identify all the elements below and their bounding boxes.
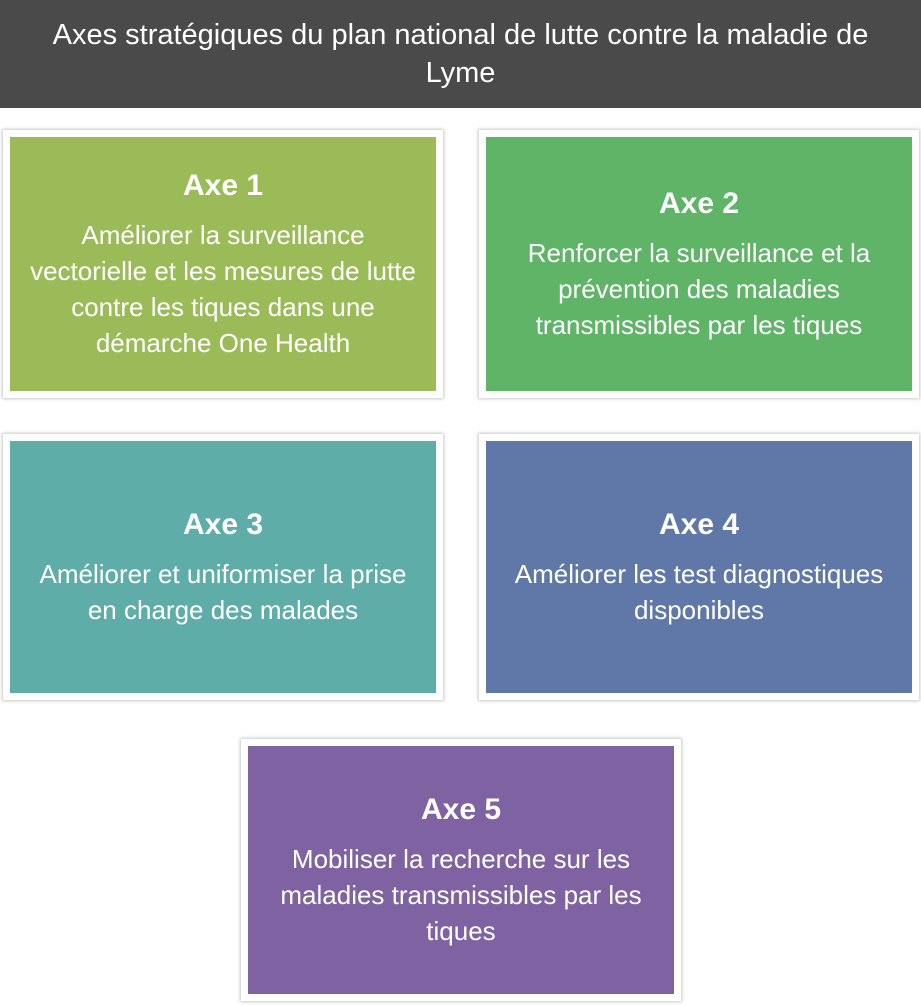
axis-card-4	[479, 434, 919, 700]
axis-5-description: Mobiliser la recherche sur les maladies transmissibles par les tiques	[280, 844, 642, 946]
axis-4-title: Axe 4	[658, 508, 740, 541]
header-banner	[0, 0, 921, 108]
axis-card-2	[479, 130, 919, 398]
axis-card-1	[3, 130, 443, 398]
axis-1-title: Axe 1	[182, 169, 264, 202]
axis-2-description: Renforcer la surveillance et la prévention des maladies transmissibles par les tiques	[527, 238, 871, 340]
axis-2-title: Axe 2	[658, 187, 740, 220]
axis-card-3	[3, 434, 443, 700]
axis-card-5	[241, 739, 681, 1001]
axis-5-title: Axe 5	[420, 793, 502, 826]
axis-4-description: Améliorer les test diagnostiques disponibles	[514, 559, 884, 625]
page-title: Axes stratégiques du plan national de lutte contre la maladie de Lyme	[52, 19, 869, 89]
axis-3-title: Axe 3	[182, 508, 264, 541]
axis-1-description: Améliorer la surveillance vectorielle et les mesures de lutte contre les tiques dans une démarche One Health	[30, 220, 416, 358]
axis-3-description: Améliorer et uniformiser la prise en charge des malades	[39, 559, 407, 625]
